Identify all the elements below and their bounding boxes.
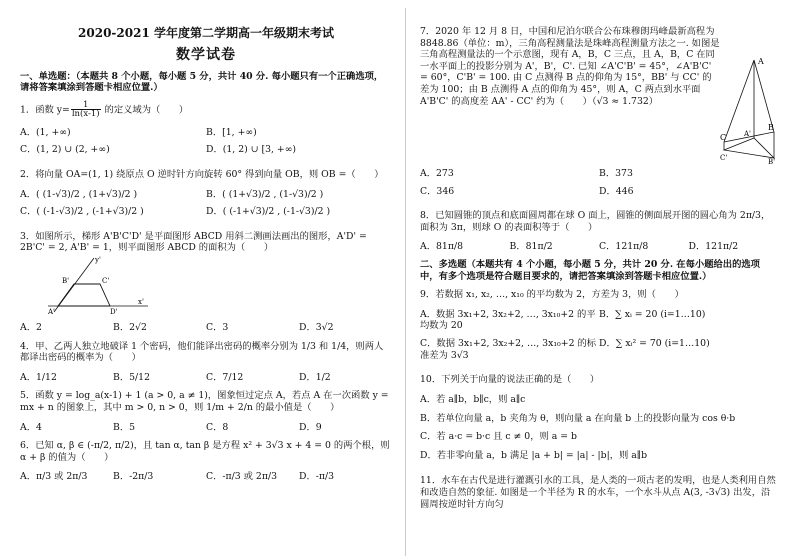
q9-options bbox=[420, 309, 778, 367]
q2-stem: 2．将向量 OA=(1, 1) 绕原点 O 逆时针方向旋转 60° 得到向量 OB，则 OB =（ ） bbox=[20, 168, 384, 180]
q2-option-c[interactable]: C．( (-1-√3)/2 , (-1+√3)/2 ) bbox=[20, 206, 144, 218]
q8-stem: 8．已知圆锥的顶点和底面圆周都在球 O 面上，圆锥的侧面展开图的圆心角为 2π/3，面积为 3π，则球 O 的表面积等于（ ） bbox=[420, 210, 771, 233]
question-1 bbox=[20, 101, 392, 162]
q7-label-a-prime: A' bbox=[744, 130, 751, 138]
q10-options bbox=[420, 394, 778, 468]
q5-options bbox=[20, 422, 392, 434]
q3-label-y: y' bbox=[95, 255, 101, 264]
question-5 bbox=[20, 390, 392, 433]
q9-option-d[interactable]: D．∑ xᵢ² = 70 (i=1…10) bbox=[599, 338, 710, 350]
column-divider bbox=[405, 8, 406, 556]
q3-figure-svg bbox=[38, 254, 158, 314]
q3-label-x: x' bbox=[138, 297, 144, 306]
q2-option-b[interactable]: B．( (1+√3)/2 , (1-√3)/2 ) bbox=[206, 188, 324, 200]
q8-option-d[interactable]: D．121π/2 bbox=[688, 241, 739, 253]
q6-option-a[interactable]: A．π/3 或 2π/3 bbox=[20, 471, 88, 483]
q4-option-a[interactable]: A．1/12 bbox=[20, 371, 57, 383]
q5-option-b[interactable]: B．5 bbox=[113, 421, 136, 433]
q3-stem: 3．如图所示，梯形 A'B'C'D' 是平面图形 ABCD 用斜二测画法画出的图形，A'D' = 2B'C' = 2, A'B' = 1，则平面图形 ABCD 的面积为（ ） bbox=[20, 230, 367, 254]
q1-post: 的定义域为（ ） bbox=[101, 104, 189, 116]
q7-option-d[interactable]: D．446 bbox=[599, 185, 634, 197]
section-multi-choice: 二、多选题（本题共有 4 个小题，每小题 5 分，共计 20 分. 在每小题给出的选项中，有多个选项是符合题目要求的，请把答案填涂到答题卡相应位置.） bbox=[420, 259, 760, 282]
q9-option-a[interactable]: A．数据 3x₁+2, 3x₂+2, …, 3x₁₀+2 的平均数为 20 bbox=[420, 308, 596, 332]
q3-option-d[interactable]: D．3√2 bbox=[299, 321, 334, 333]
left-column bbox=[20, 0, 392, 560]
q1-denominator: ln(x-1) bbox=[71, 109, 100, 120]
q8-options bbox=[420, 241, 778, 253]
q1-options bbox=[20, 127, 392, 162]
q5-stem: 5．函数 y = log_a(x-1) + 1 (a > 0, a ≠ 1)，图象恒过定点 A，若点 A 在一次函数 y = mx + n 的图象上，其中 m > 0, n > 0，则 1/m + 2/n 的最小值是（ ） bbox=[20, 390, 389, 414]
q4-option-c[interactable]: C．7/12 bbox=[206, 371, 244, 383]
exam-subtitle: 数学试卷 bbox=[176, 47, 236, 63]
q5-option-c[interactable]: C．8 bbox=[206, 421, 229, 433]
q9-option-b[interactable]: B．∑ xᵢ = 20 (i=1…10) bbox=[599, 308, 706, 320]
q8-option-a[interactable]: A．81π/8 bbox=[420, 241, 463, 253]
question-7 bbox=[420, 26, 778, 164]
q7-option-a[interactable]: A．273 bbox=[420, 168, 454, 179]
right-column bbox=[420, 0, 778, 560]
q7-option-c[interactable]: C．346 bbox=[420, 185, 455, 197]
q10-option-b[interactable]: B．若单位向量 a，b 夹角为 θ，则向量 a 在向量 b 上的投影向量为 cos θ·b bbox=[420, 412, 736, 424]
q10-option-c[interactable]: C．若 a·c = b·c 且 c ≠ 0，则 a = b bbox=[420, 431, 577, 443]
q5-option-d[interactable]: D．9 bbox=[299, 421, 322, 433]
q11-stem: 11．水车在古代是进行灌溉引水的工具，是人类的一项古老的发明，也是人类利用自然和改造自然的象征. 如图是一个半径为 R 的水车，一个水斗从点 A(3, -3√3) 出发，沿圆周按逆时针方向匀 bbox=[420, 475, 776, 510]
q6-options bbox=[20, 471, 392, 483]
q7-label-c: C bbox=[720, 133, 727, 142]
q2-option-d[interactable]: D．( (-1+√3)/2 , (-1-√3)/2 ) bbox=[206, 206, 331, 218]
q1-option-b[interactable]: B．[1, +∞) bbox=[206, 126, 257, 138]
question-11 bbox=[420, 475, 778, 510]
q6-option-d[interactable]: D．-π/3 bbox=[299, 471, 335, 483]
q4-options bbox=[20, 372, 392, 384]
q3-label-d: D' bbox=[110, 307, 118, 314]
q7-label-a: A bbox=[758, 57, 764, 66]
q1-numerator: 1 bbox=[71, 101, 101, 111]
question-9 bbox=[420, 289, 778, 367]
q7-figure bbox=[720, 54, 778, 164]
q7-label-b-prime: B' bbox=[768, 158, 776, 164]
question-8 bbox=[420, 210, 778, 253]
section-single-choice: 一、单选题：（本题共 8 个小题，每小题 5 分，共计 40 分. 每小题只有一个正确选项，请将答案填涂到答题卡相应位置.） bbox=[20, 70, 384, 94]
q8-option-b[interactable]: B．81π/2 bbox=[509, 241, 553, 253]
q3-label-c: C' bbox=[102, 276, 110, 285]
question-10 bbox=[420, 374, 778, 468]
q3-options bbox=[20, 322, 392, 334]
q8-option-c[interactable]: C．121π/8 bbox=[599, 241, 649, 253]
q4-option-d[interactable]: D．1/2 bbox=[299, 371, 331, 383]
q6-option-c[interactable]: C．-π/3 或 2π/3 bbox=[206, 471, 277, 483]
q6-option-b[interactable]: B．-2π/3 bbox=[113, 471, 154, 483]
q10-option-d[interactable]: D．若非零向量 a，b 满足 |a + b| = |a| - |b|，则 a∥b bbox=[420, 449, 648, 461]
q3-option-b[interactable]: B．2√2 bbox=[113, 321, 147, 333]
q7-label-b: B bbox=[768, 123, 774, 132]
q1-pre: 1．函数 y= bbox=[20, 104, 70, 116]
question-6 bbox=[20, 440, 392, 483]
q2-option-a[interactable]: A．( (1-√3)/2 , (1+√3)/2 ) bbox=[20, 188, 138, 200]
q1-fraction bbox=[71, 101, 101, 119]
q10-stem: 10．下列关于向量的说法正确的是（ ） bbox=[420, 374, 600, 386]
q2-options bbox=[20, 189, 392, 224]
question-3 bbox=[20, 231, 392, 334]
q5-option-a[interactable]: A．4 bbox=[20, 421, 42, 433]
q7-stem: 7．2020 年 12 月 8 日，中国和尼泊尔联合公布珠穆朗玛峰最新高程为 8848.86（单位：m），三角高程测量法是珠峰高程测量方法之一. 如图是三角高程测量法的一个示意图，现有 A，B，C 三点，且 A，B，C 在同一水平面上的投影分别为 A'，B'，C'. 已知 ∠A'C'B' = 45°，∠A'B'C' = 60°，C'B' = 100. 由 C 点测得 B 点的仰角为 15°，BB' 与 CC' 的差为 100；由 B 点测得 A 点的仰角为 45°，则 A，C 两点到水平面 A'B'C' 的高度差 AA' - CC' 约为（ ）（√3 ≈ 1.732） bbox=[420, 26, 720, 107]
q4-option-b[interactable]: B．5/12 bbox=[113, 371, 151, 383]
q1-option-c[interactable]: C．(1, 2) ∪ (2, +∞) bbox=[20, 144, 110, 156]
question-2 bbox=[20, 169, 392, 224]
q7-label-c-prime: C' bbox=[720, 154, 728, 162]
q6-stem: 6．已知 α, β ∈ (-π/2, π/2)，且 tan α, tan β 是方程 x² + 3√3 x + 4 = 0 的两个根，则 α + β 的值为（ ） bbox=[20, 440, 390, 463]
q9-option-c[interactable]: C．数据 3x₁+2, 3x₂+2, …, 3x₁₀+2 的标准差为 3√3 bbox=[420, 338, 597, 361]
q1-option-d[interactable]: D．(1, 2) ∪ [3, +∞) bbox=[206, 144, 297, 156]
q1-option-a[interactable]: A．(1, +∞) bbox=[20, 126, 71, 138]
exam-title: 2020-2021 学年度第二学期高一年级期末考试 bbox=[78, 26, 334, 40]
q3-label-a: A' bbox=[48, 307, 55, 314]
q7-options bbox=[420, 168, 778, 203]
q9-stem: 9．若数据 x₁, x₂, …, x₁₀ 的平均数为 2，方差为 3，则（ ） bbox=[420, 289, 684, 301]
q3-option-c[interactable]: C．3 bbox=[206, 321, 229, 333]
q10-option-a[interactable]: A．若 a∥b，b∥c，则 a∥c bbox=[420, 393, 526, 405]
q7-option-b[interactable]: B．373 bbox=[599, 168, 633, 179]
q3-option-a[interactable]: A．2 bbox=[20, 321, 42, 333]
question-4 bbox=[20, 341, 392, 384]
q4-stem: 4．甲、乙两人独立地破译 1 个密码，他们能译出密码的概率分别为 1/3 和 1/4，则两人都译出密码的概率为（ ） bbox=[20, 340, 384, 364]
q3-figure bbox=[20, 254, 392, 314]
q3-label-b: B' bbox=[62, 276, 70, 285]
